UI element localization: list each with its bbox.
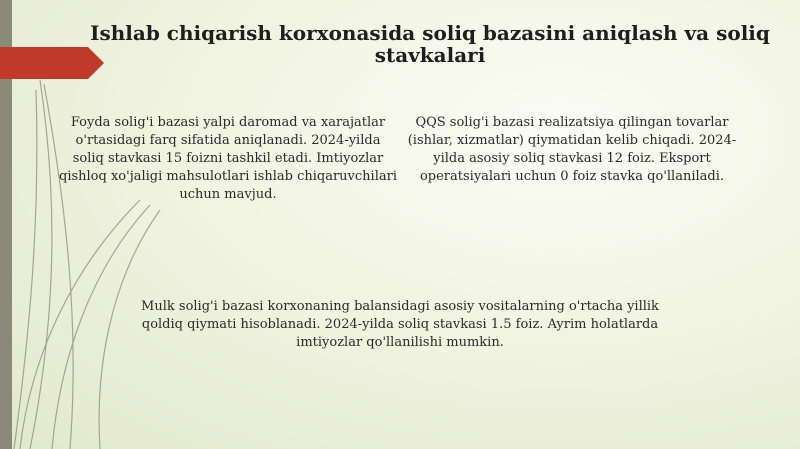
slide-title: Ishlab chiqarish korxonasida soliq bazasini aniqlash va soliq stavkalari	[90, 21, 770, 67]
vat-paragraph: QQS solig'i bazasi realizatsiya qilingan tovarlar (ishlar, xizmatlar) qiymatidan kelib chiqadi. 2024-yilda asosiy soliq stavkasi 12 foiz. Eksport operatsiyalari uchun 0 foiz stavka qo'llaniladi.	[407, 115, 737, 184]
property-tax-paragraph: Mulk solig'i bazasi korxonaning balansidagi asosiy vositalarning o'rtacha yillik qoldiq qiymati hisoblanadi. 2024-yilda soliq stavkasi 1.5 foiz. Ayrim holatlarda imtiyozlar qo'llanilishi mumkin.	[141, 299, 659, 350]
profit-tax-paragraph: Foyda solig'i bazasi yalpi daromad va xarajatlar o'rtasidagi farq sifatida aniqlanadi. 2024-yilda soliq stavkasi 15 foizni tashkil etadi. Imtiyozlar qishloq xo'jaligi mahsulotlari ishlab chiqaruvchilari uchun mavjud.	[59, 115, 397, 202]
